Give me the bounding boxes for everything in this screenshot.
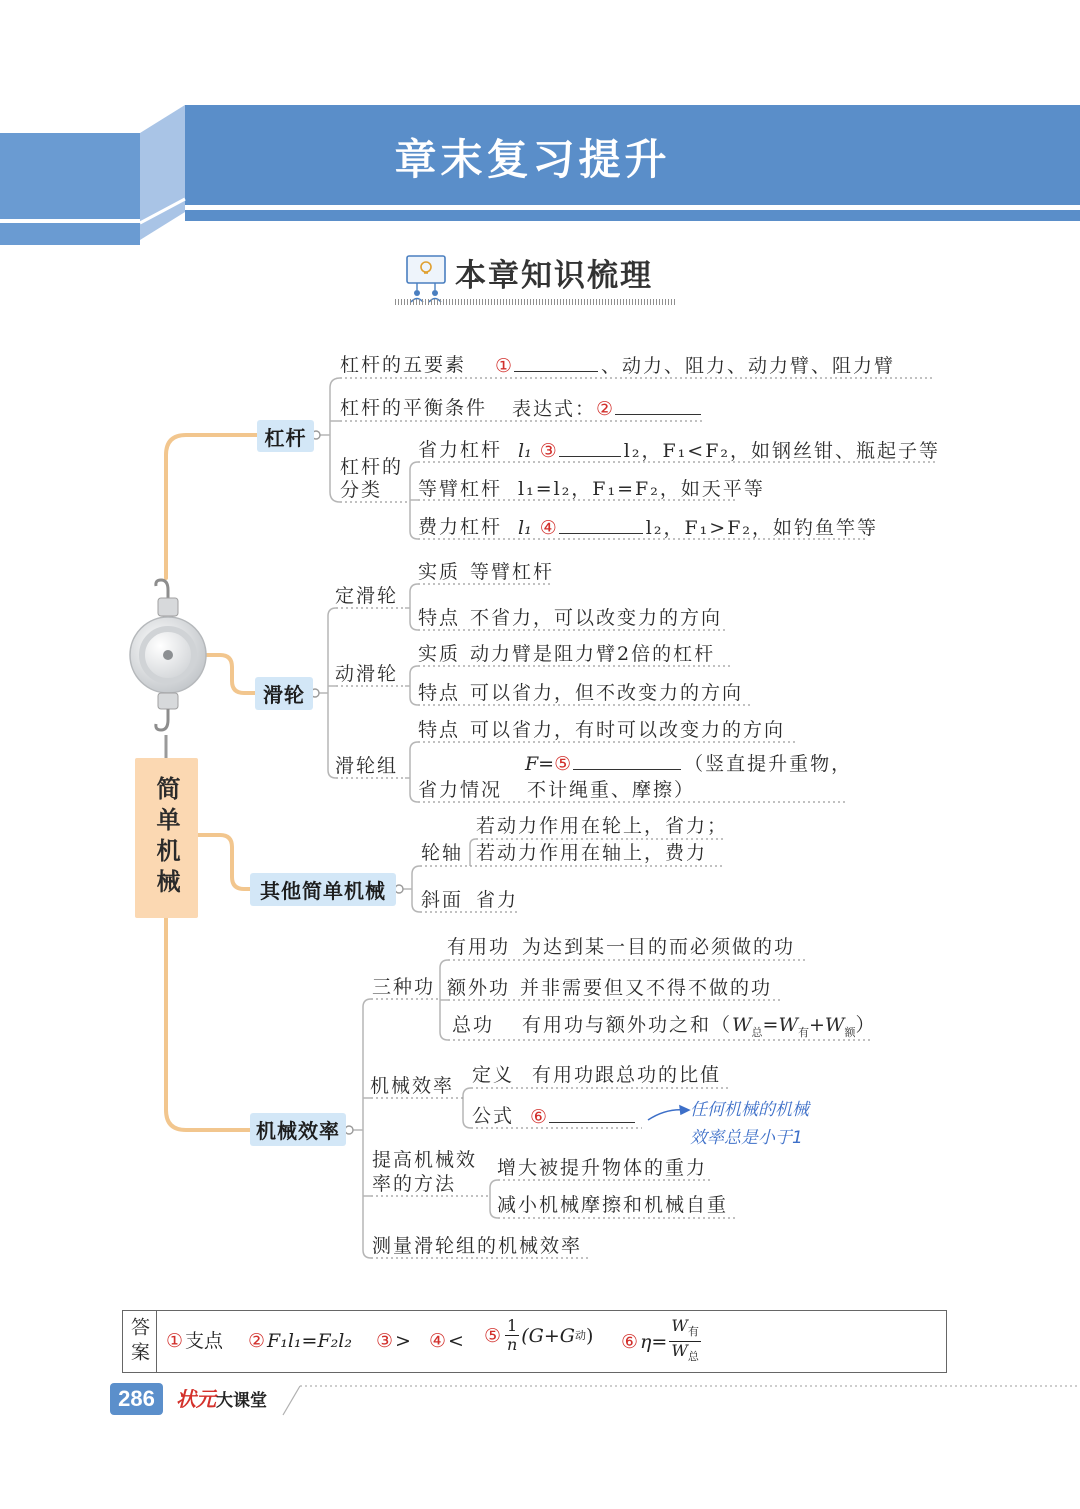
pulley-block-force-formula [525,751,852,776]
total-work-text: 有用功与额外功之和（ [522,1014,733,1036]
wheel-axle-line2: 若动力作用在轴上，费力 [476,842,708,864]
formula-subscript: 额 [844,1025,856,1039]
answer-text: F₁l₁=F₂l₂ [267,1330,352,1352]
answer-blank [615,396,701,415]
efficiency-sub-label: 机械效率 [370,1075,455,1097]
formula-part: =W [762,1014,798,1036]
blank-number: ④ [539,517,557,539]
answer-number: ⑥ [621,1330,639,1353]
improve-label-line2: 率的方法 [372,1173,457,1195]
answer-5 [484,1317,593,1354]
branch-node-efficiency [250,1113,346,1146]
blank-number: ① [495,355,513,377]
efficiency-formula-key: 公式 [472,1105,515,1127]
answer-label: 答案 [128,1316,150,1367]
answer-6 [621,1317,703,1366]
answer-blank [514,353,598,372]
answer-blank [573,751,681,770]
movable-pulley-label: 动滑轮 [335,663,399,685]
formula-part: W [671,1341,688,1361]
branch-label: 机械效率 [256,1119,340,1143]
blank-number: ⑥ [530,1106,548,1128]
formula-text: （竖直提升重物， [684,753,853,775]
five-elements-text: 、动力、阻力、动力臂、阻力臂 [601,355,896,377]
improve-method-1: 增大被提升物体的重力 [497,1157,708,1179]
useful-work-key: 有用功 [447,936,511,958]
formula-subscript: 有 [687,1325,699,1339]
formula-text: l₂，F₁<F₂，如钢丝钳、瓶起子等 [623,440,941,462]
mindmap-root-node [135,758,198,918]
formula-part: W [671,1316,688,1335]
incline-label: 斜面 [421,889,464,911]
answer-blank [559,515,643,534]
incline-text: 省力 [476,889,519,911]
branch-label: 杠杆 [264,425,307,450]
pulley-block-feature: 可以省力，有时可以改变力的方向 [470,719,786,741]
branch-label: 滑轮 [263,683,305,707]
movable-pulley-feature-key: 特点 [418,682,461,704]
measure-efficiency-label: 测量滑轮组的机械效率 [372,1235,583,1257]
formula-part: l₁ [518,517,532,539]
node-connector-dots [311,431,403,1134]
movable-pulley-essence-key: 实质 [418,643,461,665]
page-number-badge [110,1383,163,1415]
total-work-content [522,1013,876,1045]
handwritten-note-line2: 效率总是小于1 [690,1128,803,1148]
lever-balance-content [512,396,704,421]
useful-work-text: 为达到某一目的而必须做的功 [522,936,796,958]
note-arrow [648,1106,689,1120]
fraction-denominator [671,1342,698,1366]
improve-label-line1: 提高机械效 [372,1149,478,1171]
force-saving-lever-label: 省力杠杆 [418,439,503,461]
formula-close: ） [855,1014,877,1036]
formula-part: W [732,1014,752,1036]
answer-text: > [395,1330,411,1352]
branch-node-pulley [255,677,313,710]
brand-red-text: 状元 [176,1387,216,1411]
section-title: 本章知识梳理 [455,258,653,294]
answer-box [122,1310,947,1373]
fixed-pulley-feature-key: 特点 [418,607,461,629]
three-works-label: 三种功 [372,976,436,998]
root-label: 简单机械 [152,776,180,900]
answer-number: ① [166,1330,184,1352]
lever-balance-label: 杠杆的平衡条件 [340,397,488,419]
fixed-pulley-essence: 等臂杠杆 [470,561,555,583]
pulley-block-force-key: 省力情况 [418,779,503,801]
lever-classify-label-line2: 分类 [340,479,383,501]
formula-subscript: 有 [798,1025,809,1039]
fixed-pulley-label: 定滑轮 [335,585,399,607]
answer-number: ④ [429,1330,447,1352]
answer-text: 支点 [185,1330,224,1352]
force-costing-lever-content [518,515,878,540]
pulley-block-feature-key: 特点 [418,719,461,741]
pulley-block-force-line2: 不计绳重、摩擦） [527,779,696,801]
extra-work-key: 额外功 [447,977,511,999]
handwritten-note-line1: 任何机械的机械 [690,1100,809,1120]
page-number: 286 [118,1386,155,1411]
formula-text: l₂，F₁>F₂，如钓鱼竿等 [645,517,879,539]
efficiency-formula-blank [530,1104,638,1129]
fixed-pulley-essence-key: 实质 [418,561,461,583]
formula-part: F= [525,753,555,775]
footer-rule [280,1380,1080,1420]
lever-classify-label-line1: 杠杆的 [340,456,404,478]
equal-arm-lever-label: 等臂杠杆 [418,478,503,500]
answer-3 [376,1329,411,1353]
branch-node-lever [257,420,314,452]
answer-text: < [448,1330,464,1352]
fraction-denominator: n [506,1335,518,1354]
extra-work-text: 并非需要但又不得不做的功 [520,977,773,999]
branch-node-other-machines [250,873,396,906]
blank-number: ② [596,398,614,420]
formula-part: l₁ [518,440,532,462]
answer-1 [166,1329,223,1353]
answer-blank [549,1104,635,1123]
fraction [505,1317,519,1354]
equal-arm-lever-text: l₁=l₂，F₁=F₂，如天平等 [518,478,765,500]
formula-subscript: 动 [574,1328,586,1342]
blank-number: ⑤ [554,753,572,775]
formula-subscript: 总 [751,1025,763,1039]
efficiency-definition: 有用功跟总功的比值 [532,1064,722,1086]
answer-number: ③ [376,1330,394,1352]
expression-label: 表达式： [512,398,597,420]
fraction [669,1317,700,1366]
blank-number: ③ [539,440,557,462]
pulley-block-label: 滑轮组 [335,755,399,777]
brand-dark-text: 大课堂 [216,1391,267,1411]
movable-pulley-essence: 动力臂是阻力臂2倍的杠杆 [470,643,716,665]
fraction-numerator [669,1317,700,1342]
lever-five-elements-content [495,353,895,378]
chapter-banner-title: 章末复习提升 [394,135,671,184]
brand-logo [176,1386,267,1414]
force-costing-lever-label: 费力杠杆 [418,516,503,538]
answer-text: η= [640,1330,668,1353]
answer-2 [248,1329,352,1353]
fixed-pulley-feature: 不省力，可以改变力的方向 [470,607,723,629]
efficiency-definition-key: 定义 [472,1064,515,1086]
answer-number: ⑤ [484,1324,502,1347]
wheel-axle-line1: 若动力作用在轮上，省力； [476,815,729,837]
answer-4 [429,1329,464,1353]
formula-part: +W [809,1014,845,1036]
lever-five-elements-label: 杠杆的五要素 [340,354,467,376]
branch-label: 其他简单机械 [260,879,386,903]
total-work-key: 总功 [452,1014,495,1036]
wheel-axle-label: 轮轴 [421,842,464,864]
answer-label-cell [123,1311,157,1372]
formula-subscript: 总 [687,1350,699,1364]
movable-pulley-feature: 可以省力，但不改变力的方向 [470,682,744,704]
improve-method-2: 减小机械摩擦和机械自重 [497,1194,729,1216]
answer-blank [559,438,621,457]
pulley-icon [128,572,208,738]
answer-number: ② [248,1330,266,1352]
fraction-numerator: 1 [507,1316,518,1335]
answer-text: (G+G [521,1324,575,1347]
answer-text: ) [585,1324,594,1347]
force-saving-lever-content [518,438,940,463]
